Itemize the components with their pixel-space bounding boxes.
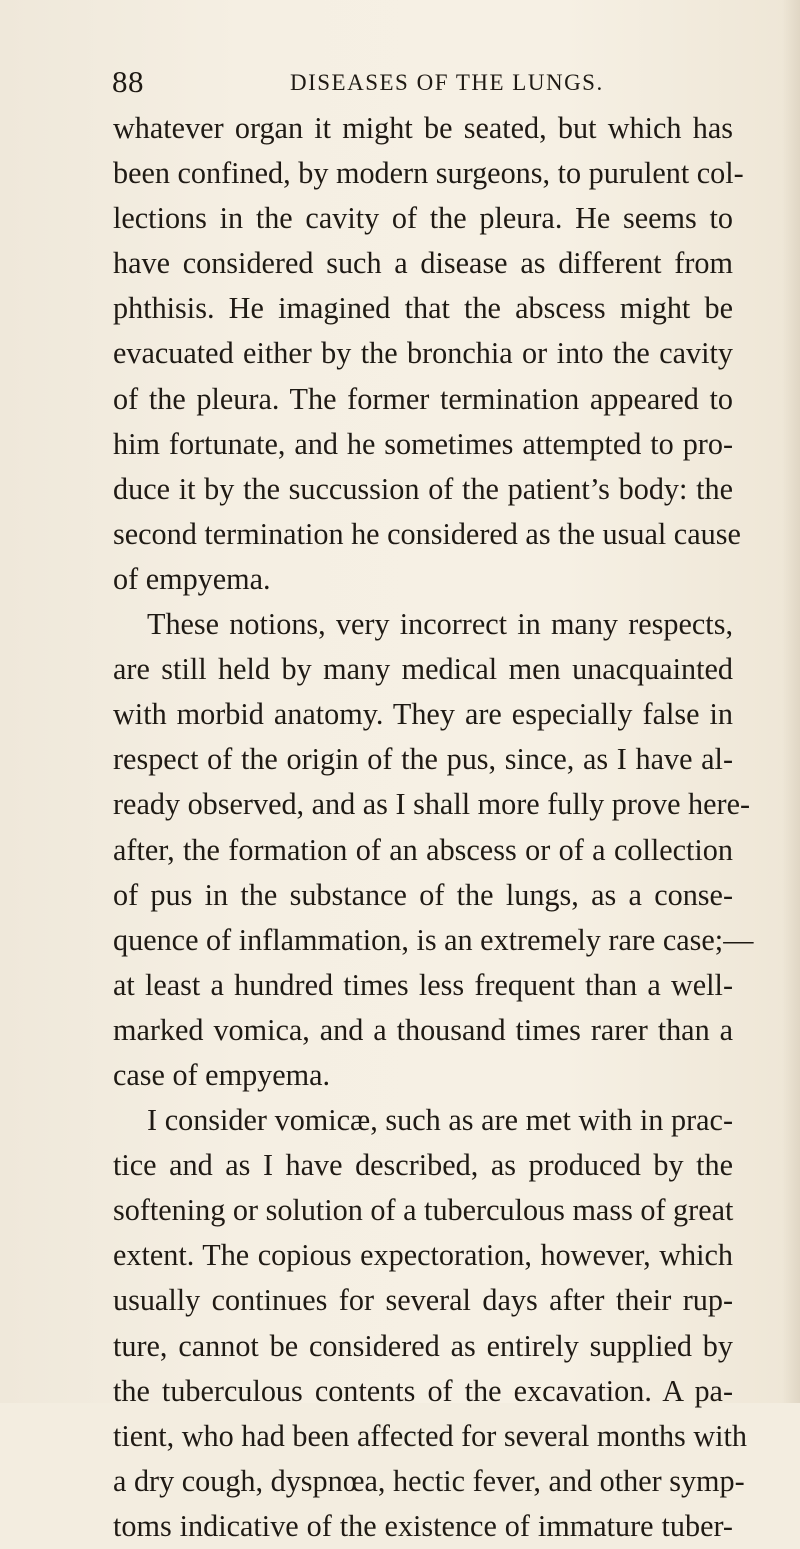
text-line: softening or solution of a tuberculous mass of great — [113, 1193, 734, 1228]
text-line: usually continues for several days after their rup- — [113, 1283, 733, 1318]
text-line: whatever organ it might be seated, but which has — [113, 111, 733, 145]
text-line: duce it by the succussion of the patient’s body: the — [113, 471, 733, 506]
text-line: extent. The copious expectoration, however, which — [113, 1238, 733, 1273]
text-line: These notions, very incorrect in many respects, — [147, 607, 733, 642]
running-head — [112, 62, 732, 102]
text-line: of pus in the substance of the lungs, as a conse- — [113, 877, 733, 912]
text-line: a dry cough, dyspnœa, hectic fever, and other symp- — [113, 1463, 745, 1498]
text-line: after, the formation of an abscess or of a collection — [113, 832, 733, 867]
text-line: of empyema. — [113, 561, 271, 596]
text-line: at least a hundred times less frequent than a well- — [113, 967, 733, 1002]
text-line: ture, cannot be considered as entirely supplied by — [113, 1328, 733, 1363]
text-line: the tuberculous contents of the excavation. A pa- — [113, 1373, 733, 1408]
body-text — [113, 106, 754, 1549]
text-line: evacuated either by the bronchia or into the cavity — [113, 336, 733, 371]
text-line: him fortunate, and he sometimes attempted to pro- — [113, 426, 733, 461]
text-line: tice and as I have described, as produced by the — [113, 1148, 733, 1183]
text-line: I consider vomicæ, such as are met with in prac- — [147, 1103, 733, 1138]
text-line: phthisis. He imagined that the abscess might be — [113, 291, 733, 326]
text-line: with morbid anatomy. They are especially false in — [113, 697, 733, 732]
page-number: 88 — [112, 64, 144, 99]
text-line: marked vomica, and a thousand times rarer than a — [113, 1012, 733, 1047]
text-line: ready observed, and as I shall more fully prove here- — [113, 787, 751, 822]
text-line: tient, who had been affected for several months with — [113, 1418, 748, 1453]
text-line: been confined, by modern surgeons, to purulent col- — [113, 156, 744, 191]
page-edge-shadow — [782, 0, 800, 1403]
text-line: of the pleura. The former termination appeared to — [113, 381, 733, 416]
text-line: lections in the cavity of the pleura. He seems to — [113, 201, 733, 236]
text-line: second termination he considered as the usual cause — [113, 516, 741, 551]
text-line: quence of inflammation, is an extremely rare case;— — [113, 922, 754, 957]
text-line: toms indicative of the existence of immature tuber- — [113, 1508, 733, 1543]
text-line: are still held by many medical men unacquainted — [113, 652, 733, 687]
running-title: DISEASES OF THE LUNGS. — [290, 70, 604, 95]
text-line: case of empyema. — [113, 1057, 331, 1092]
text-line: respect of the origin of the pus, since, as I have al- — [113, 742, 733, 777]
text-line: have considered such a disease as different from — [113, 246, 733, 281]
